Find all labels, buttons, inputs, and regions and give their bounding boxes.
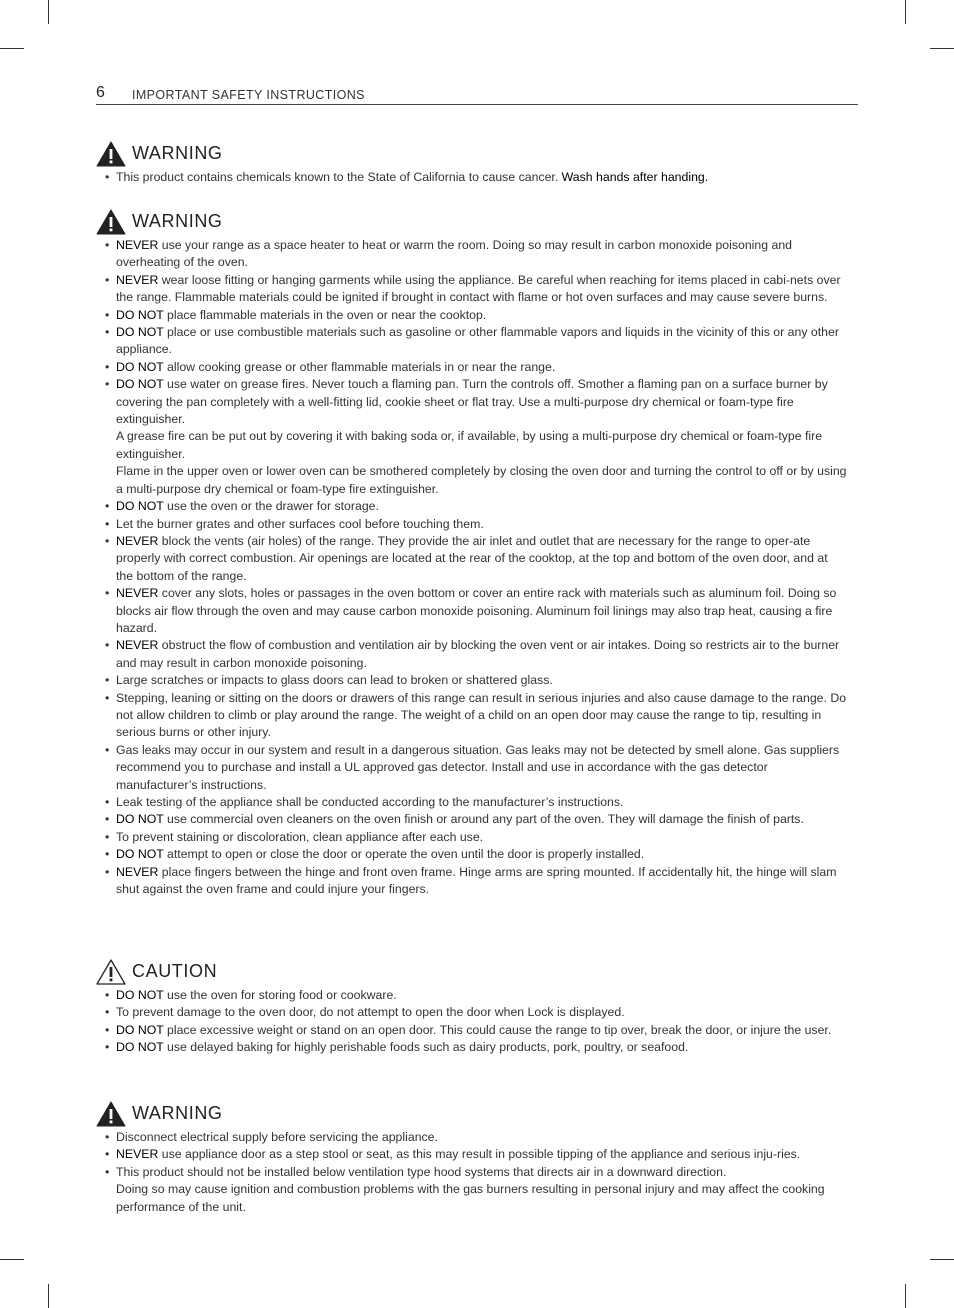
item-text: place fingers between the hinge and front oven frame. Hinge arms are spring mounted. If accidentally hit, the hinge will slam shut against the oven frame and could injure your fingers. — [116, 864, 837, 897]
section-title: WARNING — [132, 143, 223, 163]
crop-mark-top-left-h — [0, 48, 24, 49]
list-item — [96, 516, 848, 533]
crop-mark-bottom-left-h — [0, 1259, 24, 1260]
keyword: NEVER — [116, 272, 159, 287]
item-text: This product should not be installed below ventilation type hood systems that directs air in a downward direction. — [116, 1164, 727, 1179]
item-text: use the oven for storing food or cookware. — [163, 988, 397, 1002]
list-item — [96, 794, 848, 811]
item-text: use the oven or the drawer for storage. — [163, 499, 379, 514]
keyword: DO NOT — [116, 307, 164, 322]
keyword: DO NOT — [116, 377, 164, 392]
keyword: DO NOT — [116, 325, 164, 340]
item-text: To prevent damage to the oven door, do not attempt to open the door when Lock is displayed. — [116, 1005, 625, 1020]
keyword: NEVER — [116, 638, 159, 653]
section-2 — [96, 209, 848, 898]
list-item — [96, 533, 848, 585]
list-item — [96, 237, 848, 272]
crop-mark-bottom-right-v — [905, 1284, 906, 1308]
item-text: Gas leaks may occur in our system and result in a dangerous situation. Gas leaks may not be detected by smell alone. Gas suppliers recommend you to purchase and install a UL approved gas detector. Install and use in accordance with the gas detector manufacturer’s instructions. — [116, 742, 840, 792]
keyword: NEVER — [116, 586, 159, 601]
section-1 — [96, 141, 848, 186]
item-text: Let the burner grates and other surfaces cool before touching them. — [116, 516, 484, 531]
crop-mark-top-left-v — [48, 0, 49, 24]
list-item — [96, 864, 848, 899]
item-note: A grease fire can be put out by covering it with baking soda or, if available, by using a multi-purpose dry chemical or foam-type fire extinguisher. — [116, 429, 823, 461]
page-number: 6 — [96, 84, 105, 101]
header-title: IMPORTANT SAFETY INSTRUCTIONS — [132, 88, 365, 102]
list-item — [96, 690, 848, 742]
keyword: DO NOT — [116, 1040, 164, 1055]
emphasis-text: Wash hands after handing. — [561, 170, 709, 184]
keyword: NEVER — [116, 1147, 159, 1162]
list-item — [96, 585, 848, 637]
section-4 — [96, 1101, 848, 1216]
item-text: Leak testing of the appliance shall be conducted according to the manufacturer’s instructions. — [116, 795, 624, 809]
page-header — [96, 84, 858, 105]
keyword: NEVER — [116, 864, 159, 879]
keyword: DO NOT — [116, 812, 164, 827]
list-item — [96, 1129, 848, 1146]
crop-mark-bottom-left-v — [48, 1284, 49, 1308]
section-title: WARNING — [132, 1103, 223, 1123]
section-heading — [96, 209, 848, 235]
warning-icon — [96, 209, 126, 235]
crop-mark-bottom-right-h — [930, 1259, 954, 1260]
item-text: allow cooking grease or other flammable materials in or near the range. — [163, 359, 556, 374]
warning-icon — [96, 1101, 126, 1127]
list-item — [96, 829, 848, 846]
keyword: NEVER — [116, 238, 159, 252]
list-item — [96, 376, 848, 498]
section-heading — [96, 959, 848, 985]
item-text: block the vents (air holes) of the range. They provide the air inlet and outlet that are necessary for the range to oper-ate properly with correct combustion. Air openings are located at the rear of the cooktop, at the top and bottom of the oven door, and at the bottom of the range. — [116, 533, 828, 583]
item-text: use appliance door as a step stool or seat, as this may result in possible tipping of the appliance and serious inju-ries. — [158, 1147, 801, 1162]
item-text: place or use combustible materials such as gasoline or other flammable vapors and liquids in the vicinity of this or any other appliance. — [116, 325, 839, 357]
item-text: Large scratches or impacts to glass doors can lead to broken or shattered glass. — [116, 673, 553, 688]
item-text: To prevent staining or discoloration, clean appliance after each use. — [116, 829, 484, 844]
item-text: cover any slots, holes or passages in the oven bottom or cover an entire rack with materials such as aluminum foil. Doing so blocks air flow through the oven and may cause carbon monoxide poisoning. Aluminum foil linings may also trap heat, causing a fire hazard. — [116, 586, 837, 635]
list-item — [96, 1039, 848, 1056]
list-item — [96, 272, 848, 307]
list-item — [96, 498, 848, 515]
list-item — [96, 846, 848, 863]
instruction-list — [96, 169, 848, 186]
keyword: DO NOT — [116, 1022, 164, 1037]
list-item — [96, 324, 848, 359]
caution-icon — [96, 959, 126, 985]
item-text: obstruct the flow of combustion and ventilation air by blocking the oven vent or air intakes. Doing so restricts air to the burner and may result in carbon monoxide poisoning. — [116, 638, 840, 670]
crop-mark-top-right-v — [905, 0, 906, 24]
item-text: place excessive weight or stand on an open door. This could cause the range to tip over, break the door, or injure the user. — [163, 1022, 832, 1037]
keyword: DO NOT — [116, 499, 164, 514]
section-3 — [96, 959, 848, 1057]
list-item — [96, 987, 848, 1004]
instruction-list — [96, 237, 848, 898]
list-item — [96, 169, 848, 186]
keyword: NEVER — [116, 533, 159, 548]
warning-icon — [96, 141, 126, 167]
instruction-list — [96, 987, 848, 1057]
item-note: Flame in the upper oven or lower oven can be smothered completely by closing the oven door and turning the control to off or by using a multi-purpose dry chemical or foam-type fire extinguisher. — [116, 464, 847, 496]
section-title: CAUTION — [132, 961, 218, 981]
item-text: use delayed baking for highly perishable foods such as dairy products, pork, poultry, or seafood. — [163, 1040, 689, 1055]
keyword: DO NOT — [116, 359, 164, 374]
crop-mark-top-right-h — [930, 48, 954, 49]
list-item — [96, 1164, 848, 1216]
list-item — [96, 1022, 848, 1039]
list-item — [96, 811, 848, 828]
item-text: Stepping, leaning or sitting on the doors or drawers of this range can result in serious injuries and also cause damage to the range. Do not allow children to climb or play around the range. The weight of a child on an open door may cause the range to tip, resulting in serious burns or other injury. — [116, 690, 847, 740]
item-text: Disconnect electrical supply before servicing the appliance. — [116, 1130, 438, 1144]
keyword: DO NOT — [116, 847, 164, 862]
section-title: WARNING — [132, 211, 223, 231]
list-item — [96, 637, 848, 672]
item-note: Doing so may cause ignition and combustion problems with the gas burners resulting in personal injury and may affect the cooking performance of the unit. — [116, 1182, 825, 1214]
list-item — [96, 1004, 848, 1021]
keyword: DO NOT — [116, 988, 164, 1002]
item-text: wear loose fitting or hanging garments while using the appliance. Be careful when reaching for items placed in cabi-nets over the range. Flammable materials could be ignited if brought in contact with flame or hot oven surfaces and may cause severe burns. — [116, 272, 841, 305]
list-item — [96, 742, 848, 794]
list-item — [96, 307, 848, 324]
item-text: use your range as a space heater to heat or warm the room. Doing so may result in carbon monoxide poisoning and overheating of the oven. — [116, 238, 793, 270]
item-text: use water on grease fires. Never touch a flaming pan. Turn the controls off. Smother a flaming pan on a surface burner by covering the pan completely with a well-fitting lid, cookie sheet or flat tray. Use a multi-purpose dry chemical or foam-type fire extinguisher. — [116, 377, 828, 427]
list-item — [96, 359, 848, 376]
list-item — [96, 672, 848, 689]
item-text: attempt to open or close the door or operate the oven until the door is properly installed. — [163, 847, 645, 862]
section-heading — [96, 1101, 848, 1127]
section-heading — [96, 141, 848, 167]
item-text: This product contains chemicals known to the State of California to cause cancer. — [116, 170, 562, 184]
list-item — [96, 1146, 848, 1163]
item-text: use commercial oven cleaners on the oven finish or around any part of the oven. They will damage the finish of parts. — [163, 812, 804, 827]
instruction-list — [96, 1129, 848, 1216]
item-text: place flammable materials in the oven or near the cooktop. — [163, 307, 487, 322]
